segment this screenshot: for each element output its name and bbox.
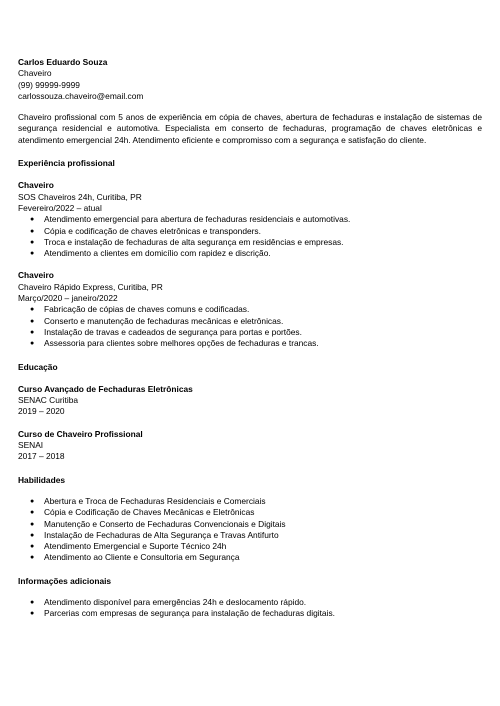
job-company: SOS Chaveiros 24h, Curitiba, PR	[18, 191, 142, 202]
professional-summary: Chaveiro profissional com 5 anos de experiência em cópia de chaves, abertura de fechaduras e instalação de sistemas de segurança residencial e automotiva. Especialista em conserto de fechaduras, programação de chaves eletrônicas e atendimento emergencial 24h. Atendimento eficiente e compromisso com a segurança e satisfação do cliente.	[18, 112, 482, 145]
course-period: 2019 – 2020	[18, 406, 65, 417]
skills-list	[18, 496, 482, 564]
job-company: Chaveiro Rápido Express, Curitiba, PR	[18, 281, 163, 292]
section-title-experience: Experiência profissional	[18, 158, 115, 169]
list-item: ● Atendimento emergencial para abertura de fechaduras residenciais e automotivas.	[44, 214, 482, 225]
list-item: ● Atendimento Emergencial e Suporte Técnico 24h	[44, 541, 482, 552]
list-item: ● Manutenção e Conserto de Fechaduras Convencionais e Digitais	[44, 519, 482, 530]
candidate-email: carlossouza.chaveiro@email.com	[18, 90, 144, 101]
additional-info-list	[18, 597, 482, 620]
candidate-name: Carlos Eduardo Souza	[18, 57, 108, 67]
list-item: ● Atendimento ao Cliente e Consultoria em Segurança	[44, 552, 482, 563]
job-responsibilities	[18, 214, 482, 259]
job-period: Fevereiro/2022 – atual	[18, 202, 102, 213]
section-title-additional: Informações adicionais	[18, 575, 112, 586]
list-item: ● Parcerias com empresas de segurança para instalação de fechaduras digitais.	[44, 608, 482, 619]
course-name: Curso Avançado de Fechaduras Eletrônicas	[18, 383, 193, 394]
job-role: Chaveiro	[18, 270, 54, 281]
list-item: ● Atendimento a clientes em domicílio com rapidez e discrição.	[44, 248, 482, 259]
job-role: Chaveiro	[18, 180, 54, 191]
candidate-phone: (99) 99999-9999	[18, 79, 80, 90]
course-school: SENAC Curitiba	[18, 395, 79, 406]
course-name: Curso de Chaveiro Profissional	[18, 428, 143, 439]
section-title-education: Educação	[18, 361, 58, 372]
course-school: SENAI	[18, 440, 44, 451]
list-item: ● Abertura e Troca de Fechaduras Residenciais e Comerciais	[44, 496, 482, 507]
candidate-role: Chaveiro	[18, 68, 52, 79]
education-entry	[18, 384, 482, 418]
list-item: ● Assessoria para clientes sobre melhores opções de fechaduras e trancas.	[44, 338, 482, 349]
list-item: ● Atendimento disponível para emergências 24h e deslocamento rápido.	[44, 597, 482, 608]
list-item: ● Cópia e Codificação de Chaves Mecânicas e Eletrônicas	[44, 507, 482, 518]
list-item: ● Fabricação de cópias de chaves comuns e codificadas.	[44, 304, 482, 315]
section-title-skills: Habilidades	[18, 474, 66, 485]
job-period: Março/2020 – janeiro/2022	[18, 293, 118, 304]
education-entry	[18, 429, 482, 463]
job-entry	[18, 270, 482, 349]
course-period: 2017 – 2018	[18, 451, 65, 462]
job-responsibilities	[18, 304, 482, 349]
resume-header	[18, 57, 482, 102]
list-item: ● Instalação de Fechaduras de Alta Segurança e Travas Antifurto	[44, 530, 482, 541]
list-item: ● Troca e instalação de fechaduras de alta segurança em residências e empresas.	[44, 237, 482, 248]
list-item: ● Cópia e codificação de chaves eletrônicas e transponders.	[44, 226, 482, 237]
job-entry	[18, 180, 482, 259]
list-item: ● Conserto e manutenção de fechaduras mecânicas e eletrônicas.	[44, 316, 482, 327]
list-item: ● Instalação de travas e cadeados de segurança para portas e portões.	[44, 327, 482, 338]
